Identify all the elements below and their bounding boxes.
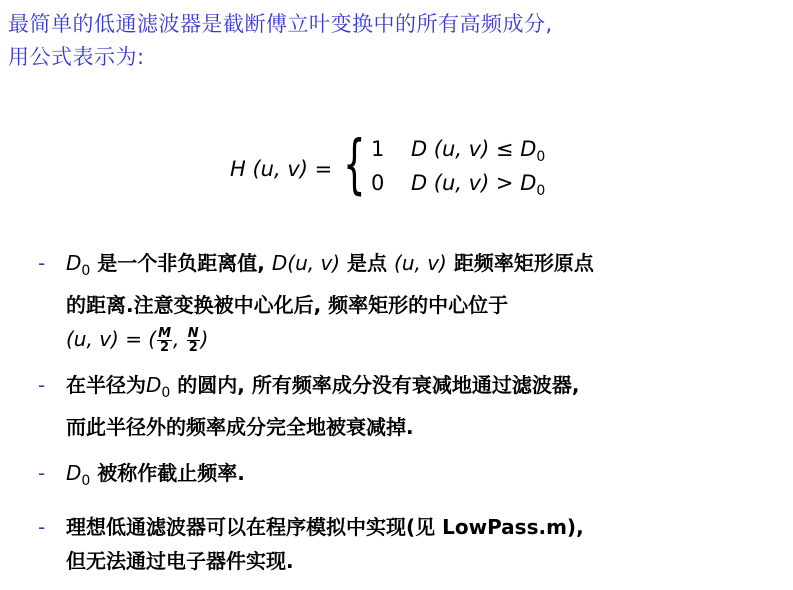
bullet-3-line-1: $D_0$ 被称作截止频率. xyxy=(66,461,245,489)
intro-paragraph xyxy=(8,8,788,74)
case-1-condition: D (u, $v) \le D_0$ xyxy=(410,137,546,166)
d0-symbol: $D_0$ xyxy=(146,373,171,401)
case-1-value: 1 xyxy=(370,137,385,161)
intro-line-2: 用公式表示为: xyxy=(8,45,145,69)
uv-symbol: (u, v) xyxy=(394,251,447,275)
bullet-dash: - xyxy=(38,461,46,485)
duv-symbol: D(u, v) xyxy=(271,251,341,275)
fraction-n-over-2: $\frac{N}{2}$ xyxy=(187,326,199,355)
center-equation: (u, v) = ( xyxy=(66,327,157,351)
cases-brace: { xyxy=(343,128,366,202)
bullet-2-line-1: 在半径为$D_0$ 的圆内, 所有频率成分没有衰减地通过滤波器, xyxy=(66,373,580,401)
bullet-2-line-2: 而此半径外的频率成分完全地被衰减掉. xyxy=(66,415,414,439)
bullet-1-line-1: $D_0$ 是一个非负距离值, D(u, v) 是点 (u, v) 距频率矩形原点 xyxy=(66,251,594,279)
bullet-list xyxy=(38,246,783,590)
bullet-dash: - xyxy=(38,251,46,275)
bullet-4-line-2: 但无法通过电子器件实现. xyxy=(66,549,294,573)
d0-symbol: $D_0$ xyxy=(66,251,91,279)
bullet-1-line-2: 的距离.注意变换被中心化后, 频率矩形的中心位于 xyxy=(66,293,509,317)
bullet-dash: - xyxy=(38,515,46,539)
intro-line-1: 最简单的低通滤波器是截断傅立叶变换中的所有高频成分, xyxy=(8,12,553,36)
formula-case-2 xyxy=(371,171,545,201)
bullet-1-line-3: (u, v) = ( $\frac{M}{2}$ , $\frac{N}{2}$ ) xyxy=(66,326,209,355)
formula-case-1 xyxy=(371,137,545,167)
lowpass-formula xyxy=(230,126,545,212)
formula-cases xyxy=(371,137,545,201)
bullet-item-implementation xyxy=(38,510,783,578)
bullet-4-line-1: 理想低通滤波器可以在程序模拟中实现(见 LowPass.m), xyxy=(66,515,584,539)
case-2-condition: D (u, $v) > D_0$ xyxy=(410,171,546,200)
bullet-item-passband xyxy=(38,368,783,444)
fraction-m-over-2: $\frac{M}{2}$ xyxy=(158,326,172,355)
bullet-item-cutoff-definition xyxy=(38,246,783,356)
d0-symbol: $D_0$ xyxy=(66,461,91,489)
case-2-value: 0 xyxy=(370,171,385,195)
bullet-item-cutoff-name xyxy=(38,456,783,498)
bullet-dash: - xyxy=(38,373,46,397)
formula-lhs: H (u, v) = xyxy=(230,157,333,181)
